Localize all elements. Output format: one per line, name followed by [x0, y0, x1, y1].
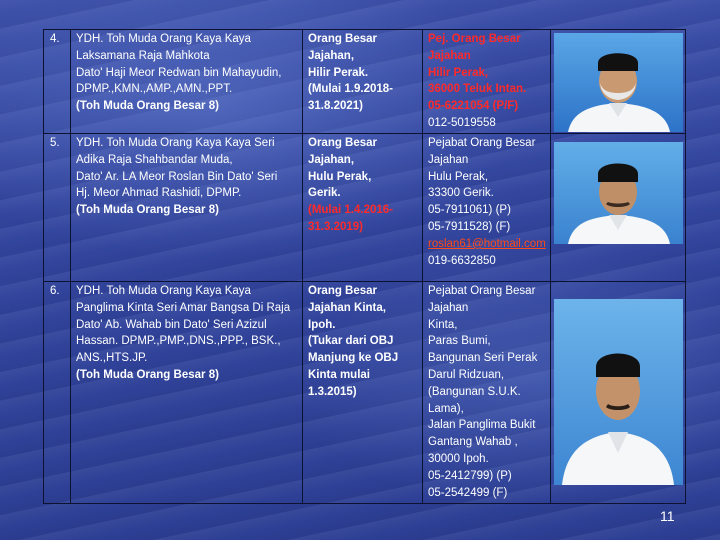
name-line: Hj. Meor Ahmad Rashidi, DPMP.: [76, 187, 242, 200]
address-line: Lama),: [428, 402, 464, 415]
name-line: YDH. Toh Muda Orang Kaya Kaya Seri: [76, 137, 275, 149]
name-line: Adika Raja Shahbandar Muda,: [76, 153, 233, 166]
photo-cell: [551, 282, 686, 504]
email-link[interactable]: roslan61@hotmail.com: [428, 237, 546, 250]
table-row: [44, 134, 686, 282]
position-date-line: 31.8.2021): [308, 100, 363, 113]
address-line: 36000 Teluk Intan.: [428, 83, 527, 96]
position-line: (Tukar dari OBJ: [308, 335, 394, 348]
table-row: [44, 282, 686, 504]
position-date-line: 31.3.2019): [308, 220, 363, 233]
portrait-photo: [554, 299, 683, 485]
mobile-number: 012-5019558: [428, 116, 496, 129]
address-line: 30000 Ipoh.: [428, 452, 489, 465]
address-line: Hilir Perak,: [428, 66, 489, 79]
mobile-number: 019-6632850: [428, 254, 496, 267]
address-line: Pejabat Orang Besar: [428, 137, 536, 149]
title-line: (Toh Muda Orang Besar 8): [76, 100, 219, 113]
position-line: Ipoh.: [308, 318, 336, 331]
position-line: Gerik.: [308, 187, 341, 200]
address-line: Jajahan: [428, 49, 471, 62]
address-line: 05-6221054 (P/F): [428, 100, 519, 113]
name-line: Dato' Haji Meor Redwan bin Mahayudin,: [76, 66, 282, 79]
officials-table: [43, 29, 686, 504]
position: [303, 134, 423, 282]
office-address: [423, 282, 551, 504]
portrait-photo: [554, 142, 683, 244]
position-line: Hulu Perak,: [308, 170, 372, 183]
table-row: [44, 30, 686, 134]
photo-cell: [551, 30, 686, 134]
address-line: Jajahan: [428, 153, 469, 166]
position-line: Jajahan,: [308, 49, 355, 62]
row-number: 6.: [44, 282, 71, 504]
row-number: 5.: [44, 134, 71, 282]
position-line: Hilir Perak.: [308, 66, 369, 79]
position-line: Kinta mulai: [308, 368, 370, 381]
name-line: YDH. Toh Muda Orang Kaya Kaya: [76, 285, 251, 297]
position-line: Jajahan Kinta,: [308, 301, 386, 314]
name-line: Hassan. DPMP.,PMP.,DNS.,PPP., BSK.,: [76, 335, 281, 348]
office-address: [423, 30, 551, 134]
address-line: Gantang Wahab ,: [428, 436, 518, 449]
address-line: 05-2412799) (P): [428, 469, 512, 482]
position-line: Orang Besar: [308, 285, 378, 297]
row-number: 4.: [44, 30, 71, 134]
address-line: Paras Bumi,: [428, 335, 491, 348]
address-line: (Bangunan S.U.K.: [428, 385, 521, 398]
address-line: 05-7911528) (F): [428, 220, 511, 233]
page-number: 11: [660, 508, 675, 524]
position-line: Manjung ke OBJ: [308, 352, 399, 365]
position-line: 1.3.2015): [308, 385, 357, 398]
address-line: Pejabat Orang Besar: [428, 285, 536, 297]
title-line: (Toh Muda Orang Besar 8): [76, 204, 219, 217]
address-line: 05-7911061) (P): [428, 204, 511, 217]
address-line: Kinta,: [428, 318, 458, 331]
name-line: Laksamana Raja Mahkota: [76, 49, 210, 62]
position: [303, 282, 423, 504]
address-line: 33300 Gerik.: [428, 187, 494, 200]
address-line: Darul Ridzuan,: [428, 368, 505, 381]
address-line: 05-2542499 (F): [428, 486, 508, 499]
address-line: Jajahan: [428, 301, 469, 314]
position-line: Jajahan,: [308, 153, 355, 166]
address-line: Pej. Orang Besar: [428, 33, 521, 45]
position-line: Orang Besar: [308, 137, 378, 149]
name-line: DPMP.,KMN.,AMP.,AMN.,PPT.: [76, 83, 233, 96]
name-line: YDH. Toh Muda Orang Kaya Kaya: [76, 33, 251, 45]
address-line: Bangunan Seri Perak: [428, 352, 538, 365]
position: [303, 30, 423, 134]
name-line: Panglima Kinta Seri Amar Bangsa Di Raja: [76, 301, 291, 314]
address-line: Jalan Panglima Bukit: [428, 419, 536, 432]
name-line: ANS.,HTS.JP.: [76, 352, 148, 365]
official-name: [71, 282, 303, 504]
position-date-line: (Mulai 1.9.2018-: [308, 83, 394, 96]
portrait-photo: [554, 33, 683, 132]
position-date-line: (Mulai 1.4.2016-: [308, 204, 394, 217]
office-address: [423, 134, 551, 282]
position-line: Orang Besar: [308, 33, 378, 45]
name-line: Dato' Ab. Wahab bin Dato' Seri Azizul: [76, 318, 267, 331]
official-name: [71, 134, 303, 282]
photo-cell: [551, 134, 686, 282]
title-line: (Toh Muda Orang Besar 8): [76, 368, 219, 381]
address-line: Hulu Perak,: [428, 170, 489, 183]
name-line: Dato' Ar. LA Meor Roslan Bin Dato' Seri: [76, 170, 278, 183]
official-name: [71, 30, 303, 134]
